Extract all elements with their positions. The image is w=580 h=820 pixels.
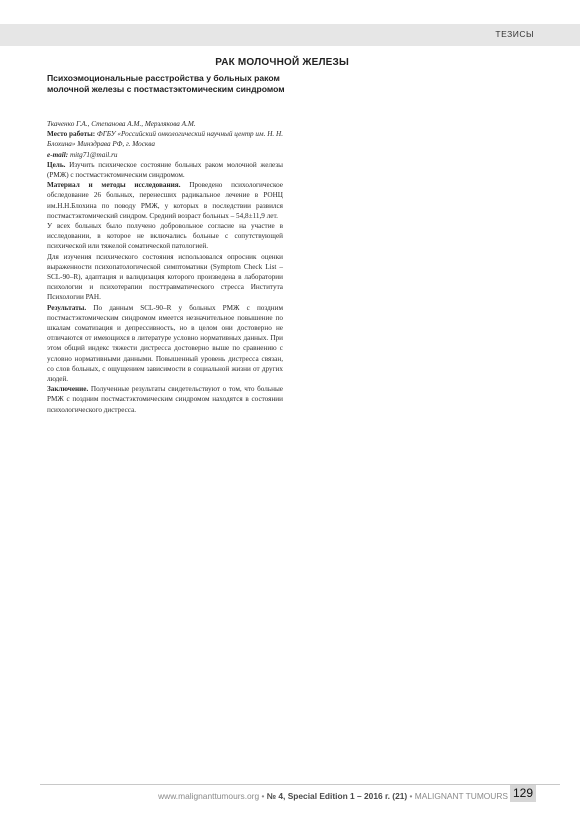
results-paragraph (47, 303, 283, 385)
footer-site: www.malignanttumours.org • (158, 791, 267, 801)
aim-paragraph (47, 160, 283, 180)
conclusion-paragraph (47, 384, 283, 415)
methods-paragraph (47, 180, 283, 221)
workplace-label: Место работы: (47, 130, 96, 139)
results-label: Результаты. (47, 303, 87, 312)
results-text: По данным SCL-90–R у больных РМЖ с поздним постмастэктомическим синдромом имеется незначительное повышение по шкалам соматизация и депрессивность, но в целом они достоверно не отличаются от имеющихся в литературе условно нормативных данных. При этом общий индекс тяжести дистресса достоверно выше по сравнению с условно нормативными данными. Повышенный уровень дистресса связан, со слов больных, с ощущением зависимости в социальной жизни от других людей. (47, 303, 283, 384)
email-line (47, 150, 283, 160)
page-number: 129 (510, 785, 536, 802)
conclusion-text: Полученные результаты свидетельствуют о том, что больные РМЖ с поздним постмастэктомическим синдромом находятся в состоянии психологического дистресса. (47, 385, 283, 414)
footer-journal: • MALIGNANT TUMOURS (407, 791, 508, 801)
footer-issue: № 4, Special Edition 1 – 2016 г. (21) (266, 791, 408, 801)
aim-text: Изучить психическое состояние больных раком молочной железы (РМЖ) с постмастэктомическим синдромом. (47, 160, 283, 180)
email-label: e-mail: (47, 150, 69, 159)
methods-text: Проведено психологическое обследование 26 больных, перенесших радикальное лечение в РОНЦ им.Н.Н.Блохина по поводу РМЖ, у которых в последствии развился постмастэктомический синдром. Средний возраст больных – 54,8±11,9 лет. (47, 181, 283, 220)
header-band (0, 24, 580, 46)
workplace (47, 129, 283, 149)
methods-label: Материал и методы исследования. (47, 181, 181, 190)
article-body (47, 119, 283, 415)
running-header-label: ТЕЗИСЫ (495, 29, 534, 39)
article-title: Психоэмоциональные расстройства у больных раком молочной железы с постмастэктомическим синдромом (47, 73, 285, 94)
conclusion-label: Заключение. (47, 385, 89, 394)
footer-text (158, 791, 508, 801)
section-title: РАК МОЛОЧНОЙ ЖЕЛЕЗЫ (215, 57, 349, 68)
aim-label: Цель. (47, 160, 66, 169)
authors: Ткаченко Г.А., Степанова А.М., Мерзлякова А.М. (47, 120, 196, 128)
workplace-value: ФГБУ «Российский онкологический научный центр им. Н. Н. Блохина» Минздрава РФ, г. Москва (47, 130, 283, 149)
email-value: mitg71@mail.ru (68, 150, 118, 159)
scl-paragraph: Для изучения психического состояния использовался опросник оценки выраженности психопатологической симптоматики (Symptom Check List – SCL-90–R), адаптация и валидизация которого произведена в лаборатории психологии и психотерапии посттравматического стресса Института Психологии РАН. (47, 252, 283, 302)
footer-divider (40, 784, 560, 785)
consent-paragraph: У всех больных было получено добровольное согласие на участие в исследовании, в которое не включались больные с сопутствующей психической или тяжелой соматической патологией. (47, 222, 283, 251)
